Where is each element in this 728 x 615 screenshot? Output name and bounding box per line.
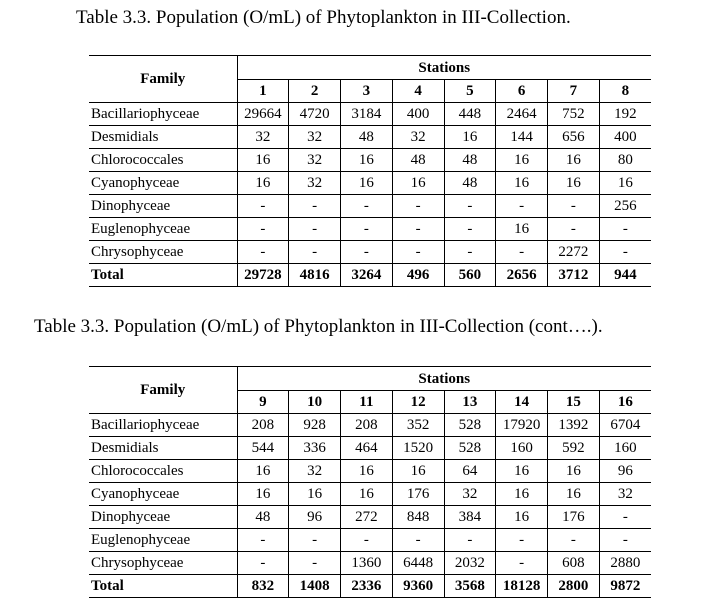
family-name: Bacillariophyceae: [89, 103, 237, 126]
population-value: 6704: [599, 414, 651, 437]
population-value: -: [392, 241, 444, 264]
population-value: -: [341, 241, 393, 264]
population-value: 16: [237, 172, 289, 195]
total-value: 496: [392, 264, 444, 287]
stations-header: Stations: [237, 367, 651, 391]
table-row: [89, 103, 651, 126]
population-value: -: [496, 529, 548, 552]
population-value: 528: [444, 414, 496, 437]
total-value: 3568: [444, 575, 496, 598]
population-value: -: [237, 195, 289, 218]
population-value: 192: [599, 103, 651, 126]
family-name: Desmidials: [89, 126, 237, 149]
population-value: -: [392, 218, 444, 241]
population-value: -: [599, 529, 651, 552]
population-value: 16: [496, 149, 548, 172]
family-name: Euglenophyceae: [89, 529, 237, 552]
population-value: -: [599, 506, 651, 529]
family-header: Family: [89, 56, 237, 103]
population-value: 464: [341, 437, 393, 460]
total-row: [89, 575, 651, 598]
population-value: 16: [237, 460, 289, 483]
population-value: 48: [392, 149, 444, 172]
population-value: 16: [496, 483, 548, 506]
population-value: 16: [392, 460, 444, 483]
table-row: [89, 195, 651, 218]
population-value: 544: [237, 437, 289, 460]
population-value: 16: [496, 460, 548, 483]
table-row: [89, 460, 651, 483]
total-value: 3712: [548, 264, 600, 287]
total-value: 18128: [496, 575, 548, 598]
population-value: -: [237, 529, 289, 552]
population-value: -: [289, 195, 341, 218]
population-value: 256: [599, 195, 651, 218]
population-value: 48: [444, 149, 496, 172]
total-value: 2800: [548, 575, 600, 598]
population-value: -: [548, 218, 600, 241]
table-row: [89, 506, 651, 529]
population-value: -: [444, 195, 496, 218]
table-caption-1: Table 3.3. Population (O/mL) of Phytoplankton in III-Collection.: [76, 7, 571, 28]
population-value: 6448: [392, 552, 444, 575]
total-label: Total: [89, 575, 237, 598]
population-value: 848: [392, 506, 444, 529]
family-name: Euglenophyceae: [89, 218, 237, 241]
population-value: 16: [237, 483, 289, 506]
station-number: 4: [392, 80, 444, 103]
header-row: [89, 56, 651, 80]
population-value: 32: [289, 126, 341, 149]
family-name: Dinophyceae: [89, 506, 237, 529]
population-value: 32: [289, 149, 341, 172]
population-value: 208: [341, 414, 393, 437]
population-value: 16: [496, 172, 548, 195]
population-value: -: [289, 552, 341, 575]
population-value: -: [392, 195, 444, 218]
population-value: -: [444, 241, 496, 264]
population-value: 96: [289, 506, 341, 529]
population-value: 48: [444, 172, 496, 195]
table-row: [89, 218, 651, 241]
total-value: 2656: [496, 264, 548, 287]
family-name: Dinophyceae: [89, 195, 237, 218]
population-value: 29664: [237, 103, 289, 126]
population-value: -: [289, 241, 341, 264]
population-value: 400: [392, 103, 444, 126]
population-value: 2880: [599, 552, 651, 575]
table-row: [89, 126, 651, 149]
population-value: 4720: [289, 103, 341, 126]
station-number: 12: [392, 391, 444, 414]
population-value: 16: [444, 126, 496, 149]
population-table-1: [89, 55, 651, 287]
total-value: 2336: [341, 575, 393, 598]
table-row: [89, 529, 651, 552]
population-value: -: [599, 241, 651, 264]
population-value: 384: [444, 506, 496, 529]
population-value: 16: [548, 483, 600, 506]
population-value: 16: [237, 149, 289, 172]
population-value: 160: [496, 437, 548, 460]
population-value: 144: [496, 126, 548, 149]
station-number: 13: [444, 391, 496, 414]
station-number: 5: [444, 80, 496, 103]
population-value: 48: [341, 126, 393, 149]
population-value: -: [237, 552, 289, 575]
population-value: 336: [289, 437, 341, 460]
stations-header: Stations: [237, 56, 651, 80]
table-row: [89, 483, 651, 506]
population-value: 176: [548, 506, 600, 529]
family-name: Desmidials: [89, 437, 237, 460]
family-name: Chlorococcales: [89, 460, 237, 483]
total-value: 4816: [289, 264, 341, 287]
population-value: 3184: [341, 103, 393, 126]
table-row: [89, 437, 651, 460]
population-value: -: [289, 529, 341, 552]
table-row: [89, 172, 651, 195]
population-value: 16: [341, 460, 393, 483]
population-value: 96: [599, 460, 651, 483]
total-value: 3264: [341, 264, 393, 287]
station-number: 2: [289, 80, 341, 103]
population-value: 160: [599, 437, 651, 460]
population-value: 16: [392, 172, 444, 195]
family-name: Chlorococcales: [89, 149, 237, 172]
family-name: Chrysophyceae: [89, 241, 237, 264]
family-name: Cyanophyceae: [89, 483, 237, 506]
population-value: -: [496, 552, 548, 575]
total-value: 9360: [392, 575, 444, 598]
population-value: 32: [392, 126, 444, 149]
population-value: 352: [392, 414, 444, 437]
population-value: -: [444, 218, 496, 241]
total-row: [89, 264, 651, 287]
population-value: 1520: [392, 437, 444, 460]
total-value: 29728: [237, 264, 289, 287]
population-value: 16: [341, 483, 393, 506]
header-row: [89, 367, 651, 391]
population-value: 64: [444, 460, 496, 483]
population-value: 32: [289, 460, 341, 483]
population-value: -: [599, 218, 651, 241]
population-value: 528: [444, 437, 496, 460]
population-value: 16: [496, 218, 548, 241]
total-value: 1408: [289, 575, 341, 598]
family-name: Chrysophyceae: [89, 552, 237, 575]
population-value: -: [341, 195, 393, 218]
population-value: 80: [599, 149, 651, 172]
population-value: 176: [392, 483, 444, 506]
total-value: 560: [444, 264, 496, 287]
population-value: -: [548, 529, 600, 552]
station-number: 10: [289, 391, 341, 414]
station-number: 15: [548, 391, 600, 414]
station-number: 1: [237, 80, 289, 103]
table-row: [89, 552, 651, 575]
population-value: -: [289, 218, 341, 241]
station-number: 6: [496, 80, 548, 103]
station-number: 3: [341, 80, 393, 103]
total-label: Total: [89, 264, 237, 287]
total-value: 9872: [599, 575, 651, 598]
population-value: 16: [496, 506, 548, 529]
population-value: -: [496, 195, 548, 218]
population-value: 16: [548, 172, 600, 195]
population-value: 2032: [444, 552, 496, 575]
population-value: 2272: [548, 241, 600, 264]
family-name: Bacillariophyceae: [89, 414, 237, 437]
population-table-2: [89, 366, 651, 598]
station-number: 8: [599, 80, 651, 103]
station-number: 16: [599, 391, 651, 414]
population-value: 2464: [496, 103, 548, 126]
population-value: 16: [341, 172, 393, 195]
population-value: 208: [237, 414, 289, 437]
population-value: -: [237, 218, 289, 241]
population-value: -: [496, 241, 548, 264]
population-value: 1392: [548, 414, 600, 437]
population-value: 608: [548, 552, 600, 575]
population-value: 16: [289, 483, 341, 506]
population-value: 448: [444, 103, 496, 126]
population-value: -: [341, 529, 393, 552]
population-value: -: [444, 529, 496, 552]
station-number: 11: [341, 391, 393, 414]
table-row: [89, 414, 651, 437]
population-value: 17920: [496, 414, 548, 437]
total-value: 832: [237, 575, 289, 598]
station-number: 14: [496, 391, 548, 414]
population-value: 928: [289, 414, 341, 437]
population-value: 32: [289, 172, 341, 195]
population-value: -: [392, 529, 444, 552]
population-value: 272: [341, 506, 393, 529]
population-value: 752: [548, 103, 600, 126]
population-value: 32: [444, 483, 496, 506]
table-caption-2: Table 3.3. Population (O/mL) of Phytoplankton in III-Collection (cont….).: [34, 316, 603, 337]
family-name: Cyanophyceae: [89, 172, 237, 195]
population-value: 32: [599, 483, 651, 506]
population-value: 32: [237, 126, 289, 149]
population-value: -: [237, 241, 289, 264]
population-value: 16: [341, 149, 393, 172]
table-row: [89, 241, 651, 264]
total-value: 944: [599, 264, 651, 287]
population-value: 656: [548, 126, 600, 149]
population-value: 400: [599, 126, 651, 149]
station-number: 9: [237, 391, 289, 414]
population-value: 16: [599, 172, 651, 195]
population-value: 48: [237, 506, 289, 529]
table-row: [89, 149, 651, 172]
station-number: 7: [548, 80, 600, 103]
family-header: Family: [89, 367, 237, 414]
population-value: 1360: [341, 552, 393, 575]
population-value: 16: [548, 460, 600, 483]
population-value: -: [341, 218, 393, 241]
population-value: 16: [548, 149, 600, 172]
population-value: -: [548, 195, 600, 218]
population-value: 592: [548, 437, 600, 460]
